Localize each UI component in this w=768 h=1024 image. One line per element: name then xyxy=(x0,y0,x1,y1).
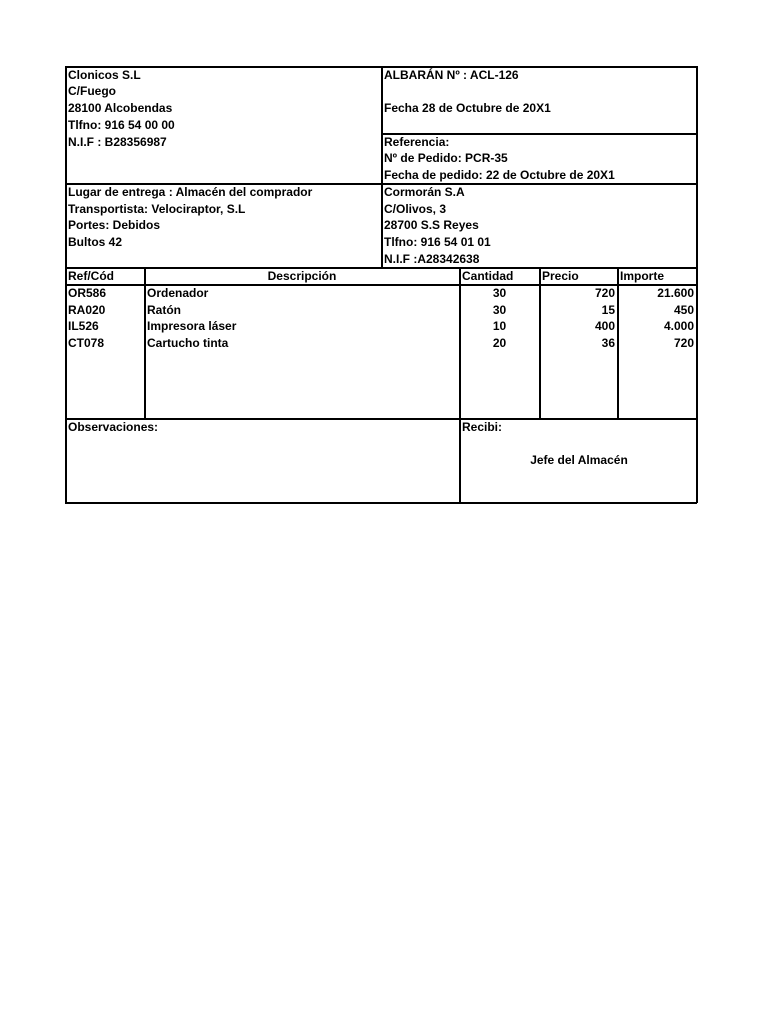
row-price: 400 xyxy=(594,319,615,333)
divider-col-ref xyxy=(144,267,146,419)
header-price: Precio xyxy=(542,269,579,283)
customer-name: Cormorán S.A xyxy=(384,185,465,199)
row-qty: 30 xyxy=(492,303,507,317)
row-desc: Cartucho tinta xyxy=(147,336,229,350)
row-ref: CT078 xyxy=(68,336,105,350)
issuer-name: Clonicos S.L xyxy=(68,68,141,82)
divider-center-header xyxy=(381,66,383,268)
customer-nif: N.I.F :A28342638 xyxy=(384,252,480,266)
customer-street: C/Olivos, 3 xyxy=(384,202,447,216)
divider-footer-top xyxy=(65,418,697,420)
row-amount: 4.000 xyxy=(663,319,694,333)
customer-city: 28700 S.S Reyes xyxy=(384,218,479,232)
header-desc: Descripción xyxy=(267,269,337,283)
row-desc: Ordenador xyxy=(147,286,209,300)
row-desc: Impresora láser xyxy=(147,319,237,333)
row-price: 36 xyxy=(601,336,615,350)
issuer-phone: Tlfno: 916 54 00 00 xyxy=(68,118,175,132)
row-ref: RA020 xyxy=(68,303,106,317)
issuer-street: C/Fuego xyxy=(68,84,116,98)
signer-name: Jefe del Almacén xyxy=(530,453,628,467)
row-amount: 21.600 xyxy=(657,286,694,300)
issuer-city: 28100 Alcobendas xyxy=(68,101,173,115)
row-price: 15 xyxy=(601,303,615,317)
received-label: Recibi: xyxy=(462,420,503,434)
row-ref: IL526 xyxy=(68,319,99,333)
delivery-note-number: ALBARÁN Nº : ACL-126 xyxy=(384,68,519,82)
delivery-place: Lugar de entrega : Almacén del comprador xyxy=(68,185,313,199)
header-qty: Cantidad xyxy=(462,269,514,283)
order-number: Nº de Pedido: PCR-35 xyxy=(384,151,508,165)
row-amount: 720 xyxy=(673,336,694,350)
delivery-note-document xyxy=(65,66,697,503)
row-qty: 30 xyxy=(492,286,507,300)
observations-label: Observaciones: xyxy=(68,420,159,434)
customer-phone: Tlfno: 916 54 01 01 xyxy=(384,235,491,249)
packages: Bultos 42 xyxy=(68,235,123,249)
row-desc: Ratón xyxy=(147,303,181,317)
carrier: Transportista: Velociraptor, S.L xyxy=(68,202,246,216)
reference-title: Referencia: xyxy=(384,135,450,149)
order-date: Fecha de pedido: 22 de Octubre de 20X1 xyxy=(384,168,615,182)
row-qty: 20 xyxy=(492,336,507,350)
issuer-nif: N.I.F : B28356987 xyxy=(68,135,167,149)
delivery-note-date: Fecha 28 de Octubre de 20X1 xyxy=(384,101,551,115)
header-amount: Importe xyxy=(620,269,665,283)
border-bottom xyxy=(65,502,697,504)
header-ref: Ref/Cód xyxy=(68,269,114,283)
row-amount: 450 xyxy=(673,303,694,317)
row-ref: OR586 xyxy=(68,286,107,300)
row-qty: 10 xyxy=(492,319,507,333)
row-price: 720 xyxy=(594,286,615,300)
freight: Portes: Debidos xyxy=(68,218,161,232)
